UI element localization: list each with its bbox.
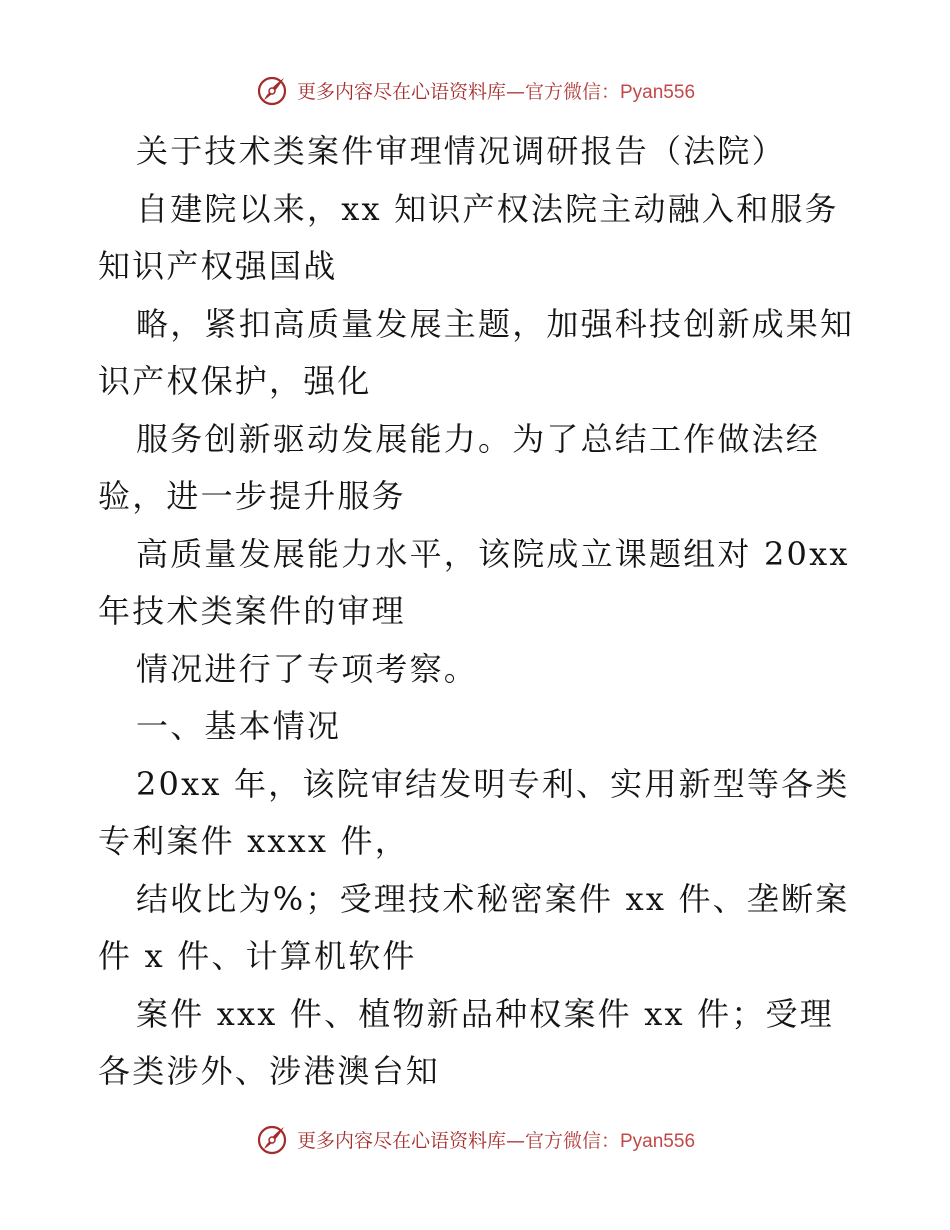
document-line: 情况进行了专项考察。 — [136, 649, 479, 688]
document-line: 自建院以来，xx 知识产权法院主动融入和服务 — [136, 189, 839, 228]
watermark-text — [297, 77, 695, 104]
document-line: 案件 xxx 件、植物新品种权案件 xx 件；受理 — [136, 994, 834, 1033]
document-line: 验，进一步提升服务 — [98, 477, 406, 515]
header-watermark — [0, 72, 950, 108]
watermark-wechat-id: Pyan556 — [620, 81, 696, 103]
document-line: 高质量发展能力水平，该院成立课题组对 20xx — [136, 534, 850, 573]
document-line: 关于技术类案件审理情况调研报告（法院） — [136, 132, 786, 170]
document-line: 年技术类案件的审理 — [98, 592, 406, 630]
watermark-text — [297, 1126, 695, 1153]
document-line: 20xx 年，该院审结发明专利、实用新型等各类 — [136, 764, 850, 803]
watermark-brand: 更多内容尽在心语资料库 — [296, 1129, 506, 1152]
document-line: 专利案件 xxxx 件， — [98, 822, 409, 860]
document-line: 一、基本情况 — [136, 707, 342, 745]
watermark-brand: 更多内容尽在心语资料库 — [296, 80, 506, 103]
document-line: 服务创新驱动发展能力。为了总结工作做法经 — [136, 419, 821, 458]
feather-quill-logo-icon — [255, 73, 289, 107]
watermark-sub: 官方微信： — [524, 80, 620, 103]
watermark-wechat-id: Pyan556 — [620, 1130, 696, 1152]
document-line: 各类涉外、涉港澳台知 — [98, 1052, 441, 1090]
document-line: 知识产权强国战 — [98, 247, 338, 285]
document-line: 件 x 件、计算机软件 — [98, 937, 417, 975]
document-body — [98, 123, 855, 1101]
feather-quill-logo-icon — [255, 1122, 289, 1156]
watermark-separator: — — [505, 1129, 525, 1152]
footer-watermark — [0, 1121, 950, 1157]
document-line: 结收比为%；受理技术秘密案件 xx 件、垄断案 — [136, 879, 850, 918]
watermark-separator: — — [505, 80, 525, 103]
watermark-sub: 官方微信： — [524, 1129, 620, 1152]
document-line: 识产权保护，强化 — [98, 362, 372, 400]
document-line: 略，紧扣高质量发展主题，加强科技创新成果知 — [136, 304, 855, 343]
